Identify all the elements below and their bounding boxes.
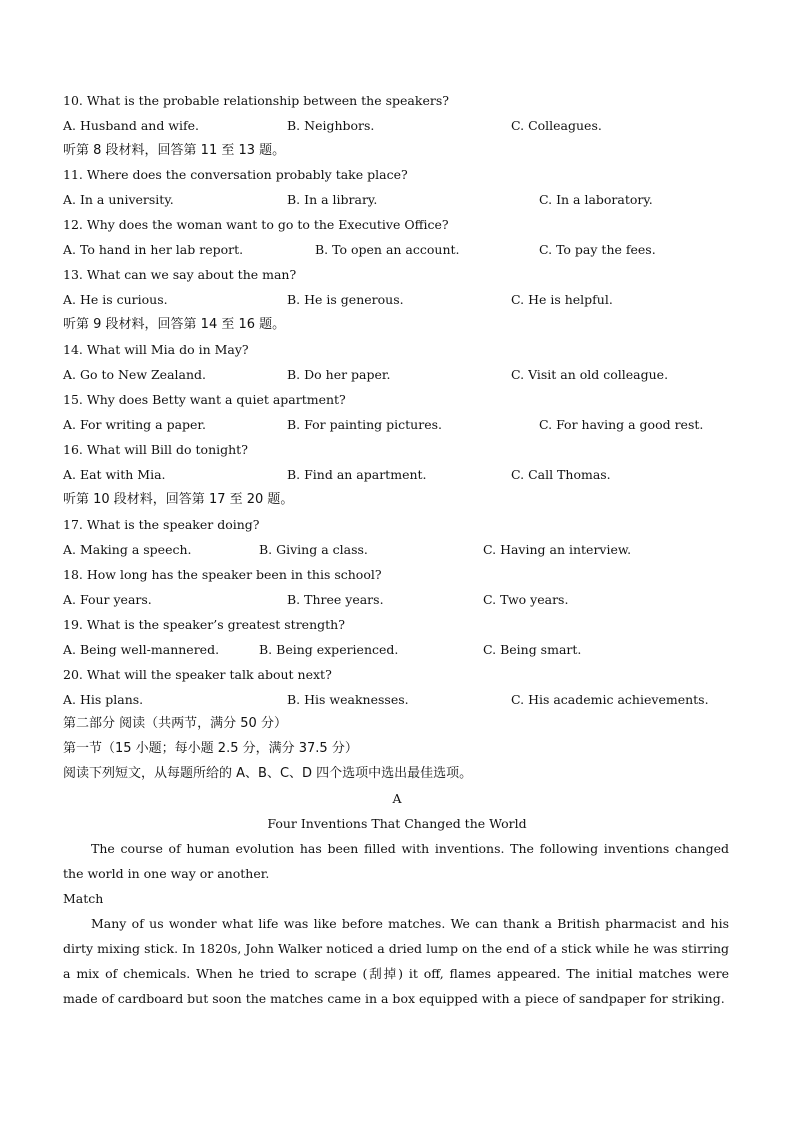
- question-14: 14. What will Mia do in May?: [63, 342, 249, 357]
- option-b: B. In a library.: [287, 192, 378, 207]
- option-a: A. Four years.: [63, 592, 152, 607]
- option-b: B. Find an apartment.: [287, 467, 427, 482]
- option-a: A. Go to New Zealand.: [63, 367, 206, 382]
- question-13: 13. What can we say about the man?: [63, 267, 297, 282]
- question-20: 20. What will the speaker talk about next?: [63, 667, 332, 682]
- option-b: B. He is generous.: [287, 292, 404, 307]
- question-19: 19. What is the speaker’s greatest strength?: [63, 617, 345, 632]
- question-18: 18. How long has the speaker been in this school?: [63, 567, 382, 582]
- question-16: 16. What will Bill do tonight?: [63, 442, 248, 457]
- option-c: C. For having a good rest.: [539, 417, 704, 432]
- option-a: A. In a university.: [63, 192, 174, 207]
- passage-label: A: [392, 791, 402, 806]
- option-c: C. Being smart.: [483, 642, 582, 657]
- section-instruction: 听第 10 段材料，回答第 17 至 20 题。: [63, 492, 294, 507]
- option-b: B. His weaknesses.: [287, 692, 409, 707]
- option-b: B. Do her paper.: [287, 367, 391, 382]
- option-c: C. Having an interview.: [483, 542, 632, 557]
- option-a: A. To hand in her lab report.: [63, 242, 244, 257]
- question-17: 17. What is the speaker doing?: [63, 517, 260, 532]
- passage-body: Many of us wonder what life was like before matches. We can thank a British pharmacist and his dirty mixing stick. In 1820s, John Walker noticed a dried lump on the end of a stick while he was stirring a mix of chemicals. When he tried to scrape (刮掉) it off, flames appeared. The initial matches were made of cardboard but soon the matches came in a box equipped with a piece of sandpaper for striking.: [63, 916, 729, 1006]
- option-a: A. For writing a paper.: [63, 417, 207, 432]
- option-c: C. He is helpful.: [511, 292, 613, 307]
- question-15: 15. Why does Betty want a quiet apartment?: [63, 392, 346, 407]
- option-c: C. Call Thomas.: [511, 467, 611, 482]
- passage-title: Four Inventions That Changed the World: [267, 816, 527, 831]
- option-c: C. Visit an old colleague.: [511, 367, 669, 382]
- section-instruction: 听第 8 段材料，回答第 11 至 13 题。: [63, 143, 286, 158]
- option-a: A. Husband and wife.: [63, 118, 199, 133]
- option-b: B. Being experienced.: [259, 642, 399, 657]
- passage-intro: The course of human evolution has been filled with inventions. The following inventions changed the world in one way or another.: [63, 841, 729, 881]
- option-c: C. To pay the fees.: [539, 242, 656, 257]
- section-instruction: 听第 9 段材料，回答第 14 至 16 题。: [63, 317, 286, 332]
- option-c: C. His academic achievements.: [511, 692, 709, 707]
- option-a: A. Making a speech.: [63, 542, 192, 557]
- question-11: 11. Where does the conversation probably take place?: [63, 167, 408, 182]
- option-b: B. Giving a class.: [259, 542, 368, 557]
- question-10: 10. What is the probable relationship between the speakers?: [63, 93, 449, 108]
- option-c: C. Colleagues.: [511, 118, 602, 133]
- option-a: A. Eat with Mia.: [63, 467, 166, 482]
- option-a: A. He is curious.: [63, 292, 168, 307]
- section1-heading: 第一节（15 小题；每小题 2.5 分，满分 37.5 分）: [63, 741, 358, 756]
- part2-heading: 第二部分 阅读（共两节，满分 50 分）: [63, 716, 287, 731]
- option-b: B. Three years.: [287, 592, 384, 607]
- reading-instruction: 阅读下列短文，从每题所给的 A、B、C、D 四个选项中选出最佳选项。: [63, 766, 473, 781]
- option-b: B. For painting pictures.: [287, 417, 442, 432]
- option-b: B. To open an account.: [315, 242, 460, 257]
- option-a: A. His plans.: [63, 692, 144, 707]
- option-c: C. In a laboratory.: [539, 192, 653, 207]
- question-12: 12. Why does the woman want to go to the Executive Office?: [63, 217, 449, 232]
- option-c: C. Two years.: [483, 592, 569, 607]
- option-b: B. Neighbors.: [287, 118, 375, 133]
- passage-subheading: Match: [63, 891, 104, 906]
- option-a: A. Being well-mannered.: [63, 642, 220, 657]
